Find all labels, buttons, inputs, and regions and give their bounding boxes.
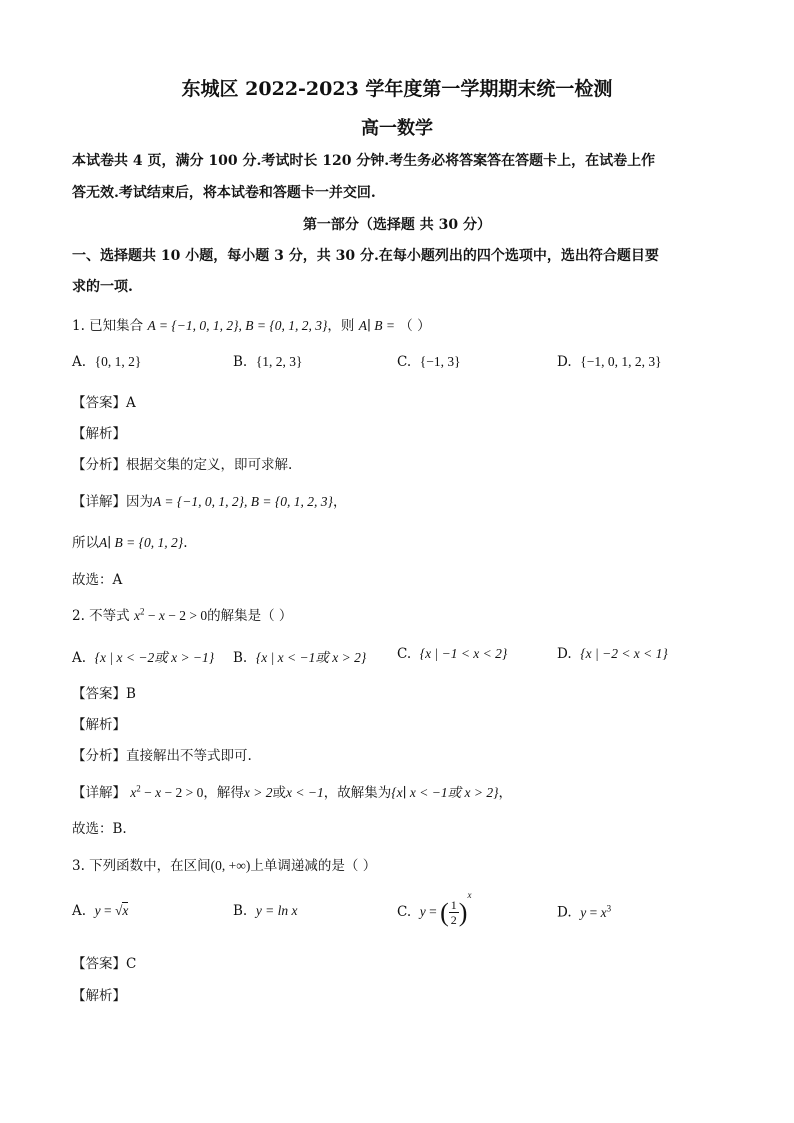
- option-label: C.: [397, 354, 412, 370]
- option-label: A.: [72, 903, 87, 919]
- option-text: {−1, 3}: [419, 354, 461, 369]
- section-instruction-2: 求的一项.: [72, 279, 133, 295]
- q2-stem: [72, 604, 292, 624]
- q3-answer: [72, 952, 136, 972]
- q3-analysis-tag: 【解析】: [72, 988, 126, 1004]
- exam-title: 东城区 2022-2023 学年度第一学期期末统一检测: [181, 78, 613, 100]
- xiangjie-solution-set: {x∣ x < −1或 x > 2}: [391, 785, 499, 800]
- xiangjie-text-2: ，故解集为: [323, 785, 392, 801]
- q1-answer: [72, 391, 136, 411]
- q2-option-c: [397, 646, 507, 662]
- q1-fenxi: [72, 453, 292, 473]
- option-text: {1, 2, 3}: [255, 354, 303, 369]
- q2-answer: [72, 682, 136, 702]
- q2-fenxi: [72, 744, 252, 764]
- section-instruction-1: 一、选择题共 10 小题，每小题 3 分，共 30 分.在每小题列出的四个选项中，选出符合题目要: [72, 248, 659, 264]
- q2-xiangjie: [72, 781, 512, 801]
- option-label: D.: [557, 646, 572, 662]
- option-label: D.: [557, 354, 572, 370]
- fenxi-text: 直接解出不等式即可.: [126, 748, 252, 764]
- fenxi-tag: 【分析】: [72, 457, 126, 473]
- option-text: {x | −1 < x < 2}: [419, 646, 508, 661]
- q3-interval: (0, +∞): [210, 858, 251, 873]
- q3-option-a: [72, 903, 128, 919]
- q1-stem-suffix: （ ）: [399, 318, 431, 334]
- answer-value: B: [126, 686, 136, 702]
- option-label: A.: [72, 650, 87, 666]
- intro-line-2: 答无效.考试结束后，将本试卷和答题卡一并交回.: [72, 185, 376, 201]
- q2-stem-prefix: 2. 不等式: [72, 608, 130, 624]
- q3-option-d: [557, 903, 611, 921]
- q1-option-b: [233, 354, 303, 370]
- option-text: {x | x < −2或 x > −1}: [94, 650, 215, 665]
- exam-subtitle: 高一数学: [361, 118, 433, 139]
- xiangjie-tag: 【详解】: [72, 494, 126, 510]
- q1-xiangjie: [72, 490, 346, 510]
- option-label: C.: [397, 646, 412, 662]
- q2-option-b: [233, 646, 366, 666]
- sqrt-function-formula: y = √x: [94, 903, 129, 918]
- q1-stem-mid: ，则: [327, 318, 355, 334]
- q2-stem-suffix: 的解集是（ ）: [207, 608, 293, 624]
- option-text: y = ln x: [255, 903, 298, 918]
- q1-option-c: [397, 354, 461, 370]
- option-text: {0, 1, 2}: [94, 354, 142, 369]
- xiangjie-text-1: ，解得: [203, 785, 244, 801]
- answer-tag: 【答案】: [72, 686, 126, 702]
- q1-choice: 故选：A: [72, 572, 123, 588]
- option-label: C.: [397, 904, 412, 920]
- option-label: B.: [233, 903, 248, 919]
- answer-value: A: [126, 395, 136, 411]
- option-text: {x | −2 < x < 1}: [580, 646, 668, 661]
- fenxi-text: 根据交集的定义，即可求解.: [126, 457, 293, 473]
- answer-tag: 【答案】: [72, 956, 126, 972]
- xiangjie-suffix: ，: [498, 785, 513, 801]
- q3-option-b: [233, 903, 298, 919]
- q1-intersection-formula: A∣ B =: [358, 318, 395, 333]
- xiangjie-or: 或: [272, 785, 287, 801]
- section-title: 第一部分（选择题 共 30 分）: [302, 217, 492, 233]
- exponential-function-formula: y = ( $\frac{1}{2}$ )$^x$: [419, 890, 472, 928]
- conclusion-suffix: .: [183, 535, 188, 551]
- conclusion-prefix: 所以: [72, 535, 99, 551]
- xiangjie-tag: 【详解】: [72, 785, 126, 801]
- xiangjie-root-2: x < −1: [286, 785, 324, 800]
- q1-sets-formula: A = {−1, 0, 1, 2}, B = {0, 1, 2, 3}: [147, 318, 328, 333]
- xiangjie-suffix: ，: [332, 494, 347, 510]
- xiangjie-prefix: 因为: [126, 494, 153, 510]
- q1-conclusion: [72, 531, 188, 551]
- xiangjie-inequality-formula: $x^2 - x - 2 > 0$: [130, 783, 204, 800]
- option-text: {x | x < −1或 x > 2}: [255, 650, 367, 665]
- option-label: D.: [557, 904, 572, 921]
- q2-option-d: [557, 646, 668, 662]
- answer-value: C: [126, 956, 137, 972]
- intro-line-1: 本试卷共 4 页，满分 100 分.考试时长 120 分钟.考生务必将答案答在答题卡上，在试卷上作: [72, 153, 656, 169]
- xiangjie-formula: A = {−1, 0, 1, 2}, B = {0, 1, 2, 3}: [153, 494, 333, 509]
- xiangjie-root-1: x > 2: [243, 785, 273, 800]
- q2-inequality-formula: $x^2 - x - 2 > 0$: [133, 606, 208, 623]
- cubic-function-formula: $y = x^3$: [580, 903, 612, 920]
- q1-option-a: [72, 354, 141, 370]
- option-label: B.: [233, 650, 248, 666]
- q3-stem-suffix: 上单调递减的是（ ）: [250, 858, 377, 874]
- conclusion-formula: A∣ B = {0, 1, 2}: [99, 535, 184, 550]
- q1-option-d: [557, 354, 662, 370]
- option-text: {−1, 0, 1, 2, 3}: [580, 354, 662, 369]
- option-label: A.: [72, 354, 87, 370]
- answer-tag: 【答案】: [72, 395, 126, 411]
- option-label: B.: [233, 354, 248, 370]
- fenxi-tag: 【分析】: [72, 748, 126, 764]
- q2-option-a: [72, 646, 214, 666]
- q1-analysis-tag: 【解析】: [72, 426, 126, 442]
- q1-stem-prefix: 1. 已知集合: [72, 318, 144, 334]
- q2-analysis-tag: 【解析】: [72, 717, 126, 733]
- q1-stem: [72, 314, 431, 334]
- q3-option-c: [397, 890, 471, 928]
- q2-choice: 故选：B.: [72, 821, 127, 837]
- q3-stem: [72, 854, 376, 874]
- q3-stem-prefix: 3. 下列函数中，在区间: [72, 858, 211, 874]
